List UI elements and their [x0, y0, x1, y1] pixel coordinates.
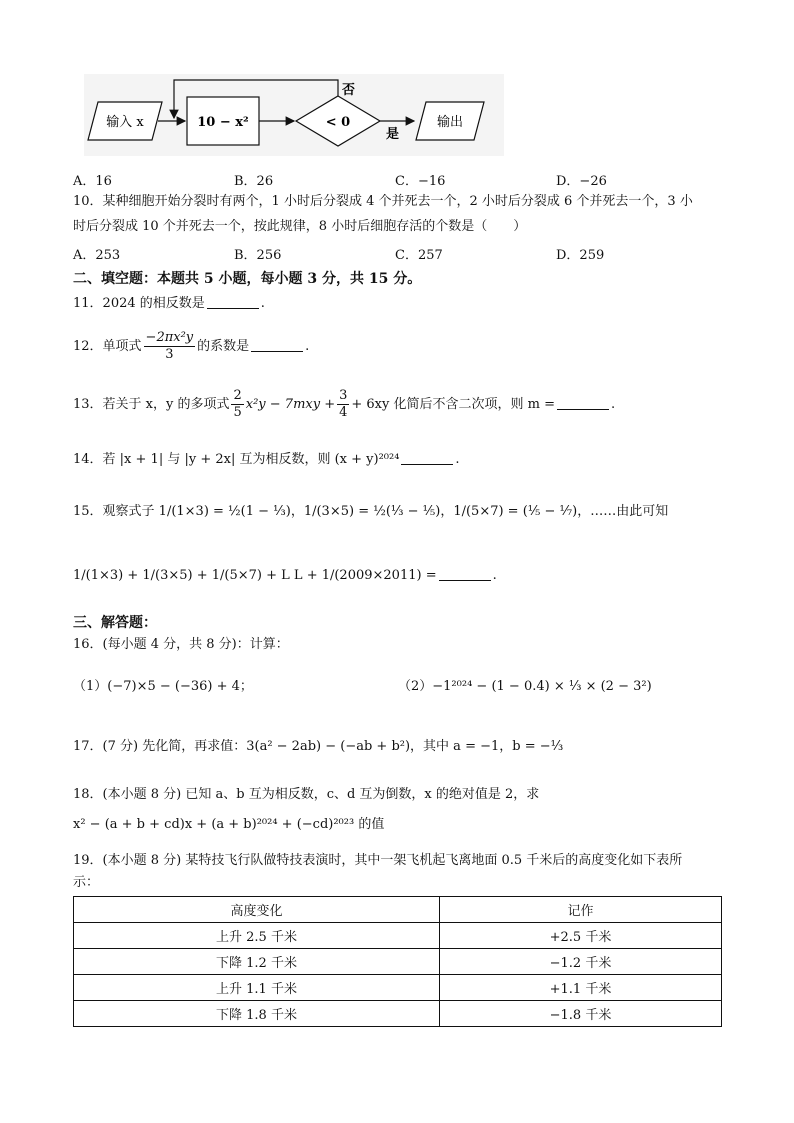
q10-line1: 10．某种细胞开始分裂时有两个，1 小时后分裂成 4 个并死去一个，2 小时后分裂成 6 个并死去一个，3 小 [73, 194, 693, 209]
q12-fraction: $\frac{\text{−2πx²y}}{3}$ [145, 330, 194, 362]
q15-line2: 1/(1×3) + 1/(3×5) + 1/(5×7) + L L + 1/(2009×2011) = . [73, 568, 497, 583]
table-cell: 下降 1.8 千米 [74, 1001, 440, 1027]
table-row [74, 949, 722, 975]
q9-options [73, 170, 733, 189]
q14-blank[interactable] [401, 450, 453, 465]
table-row [74, 923, 722, 949]
table-cell: 上升 2.5 千米 [74, 923, 440, 949]
table-cell: +2.5 千米 [439, 923, 721, 949]
q15-blank[interactable] [439, 566, 491, 581]
q16-head: 16．(每小题 4 分，共 8 分)：计算： [73, 637, 289, 652]
q13-fraction-2: $\frac{3}{4}$ [339, 388, 348, 420]
q18-line1: 18．(本小题 8 分) 已知 a、b 互为相反数，c、d 互为倒数，x 的绝对值是 2，求 [73, 787, 540, 802]
q13-fraction-1: $\frac{2}{5}$ [233, 388, 242, 420]
q9-option-a: A．16 [73, 174, 112, 189]
q10-option-a: A．253 [73, 248, 121, 263]
table-row [74, 1001, 722, 1027]
q14: 14．若 |x + 1| 与 |y + 2x| 互为相反数，则 (x + y)²⁰²⁴ . [73, 452, 460, 467]
section2-title: 二、填空题：本题共 5 小题，每小题 3 分，共 15 分。 [73, 271, 422, 287]
q12: 12．单项式 $\frac{\text{−2πx²y}}{3}$ 的系数是 . [73, 330, 310, 362]
flowchart [84, 74, 504, 156]
q10-option-b: B．256 [234, 248, 282, 263]
table-header: 高度变化 [74, 897, 440, 923]
q10-options [73, 244, 733, 263]
q13: 13．若关于 x，y 的多项式 $\frac{2}{5}$ x²y − 7mxy + $\frac{3}{4}$ + 6xy 化简后不含二次项，则 m = . [73, 388, 616, 420]
q10-option-c: C．257 [395, 248, 443, 263]
q9-option-d: D．−26 [556, 174, 607, 189]
table-row [74, 975, 722, 1001]
q19-line1: 19．(本小题 8 分) 某特技飞行队做特技表演时，其中一架飞机起飞离地面 0.5 千米后的高度变化如下表所 [73, 853, 683, 868]
input-label: 输入 x [106, 115, 144, 130]
section3-title: 三、解答题： [73, 615, 157, 631]
q19-line2: 示： [73, 875, 100, 890]
table-cell: +1.1 千米 [439, 975, 721, 1001]
q18-line2: x² − (a + b + cd)x + (a + b)²⁰²⁴ + (−cd)²⁰²³ 的值 [73, 817, 385, 832]
q9-option-c: C．−16 [395, 174, 446, 189]
table-cell: 下降 1.2 千米 [74, 949, 440, 975]
output-label: 输出 [436, 115, 464, 130]
yes-label: 是 [386, 127, 400, 142]
q11-blank[interactable] [207, 294, 259, 309]
no-label: 否 [342, 83, 356, 98]
table-cell: −1.2 千米 [439, 949, 721, 975]
q16-part2: （2）−1²⁰²⁴ − (1 − 0.4) × ⅓ × (2 − 3²) [398, 679, 652, 694]
q10-option-d: D．259 [556, 248, 605, 263]
q11: 11．2024 的相反数是 . [73, 296, 265, 311]
table-cell: −1.8 千米 [439, 1001, 721, 1027]
q11-text: 11．2024 的相反数是 [73, 296, 205, 311]
q9-option-b: B．26 [234, 174, 274, 189]
q17: 17．(7 分) 先化简，再求值：3(a² − 2ab) − (−ab + b²)，其中 a = −1，b = −⅓ [73, 739, 564, 754]
process-label: 10 − x² [197, 115, 249, 130]
q12-blank[interactable] [251, 337, 303, 352]
q15-line1: 15．观察式子 1/(1×3) = ½(1 − ⅓)，1/(3×5) = ½(⅓ − ⅕)，1/(5×7) = (⅕ − ⅐)，……由此可知 [73, 504, 669, 519]
q16-part1: （1）(−7)×5 − (−36) + 4； [73, 679, 253, 694]
q13-blank[interactable] [557, 395, 609, 410]
table-header-row [74, 897, 722, 923]
table-cell: 上升 1.1 千米 [74, 975, 440, 1001]
q10-line2: 时后分裂成 10 个并死去一个，按此规律，8 小时后细胞存活的个数是（ ） [73, 219, 527, 234]
height-change-table [73, 896, 722, 1027]
decision-label: < 0 [325, 115, 351, 130]
table-header: 记作 [439, 897, 721, 923]
